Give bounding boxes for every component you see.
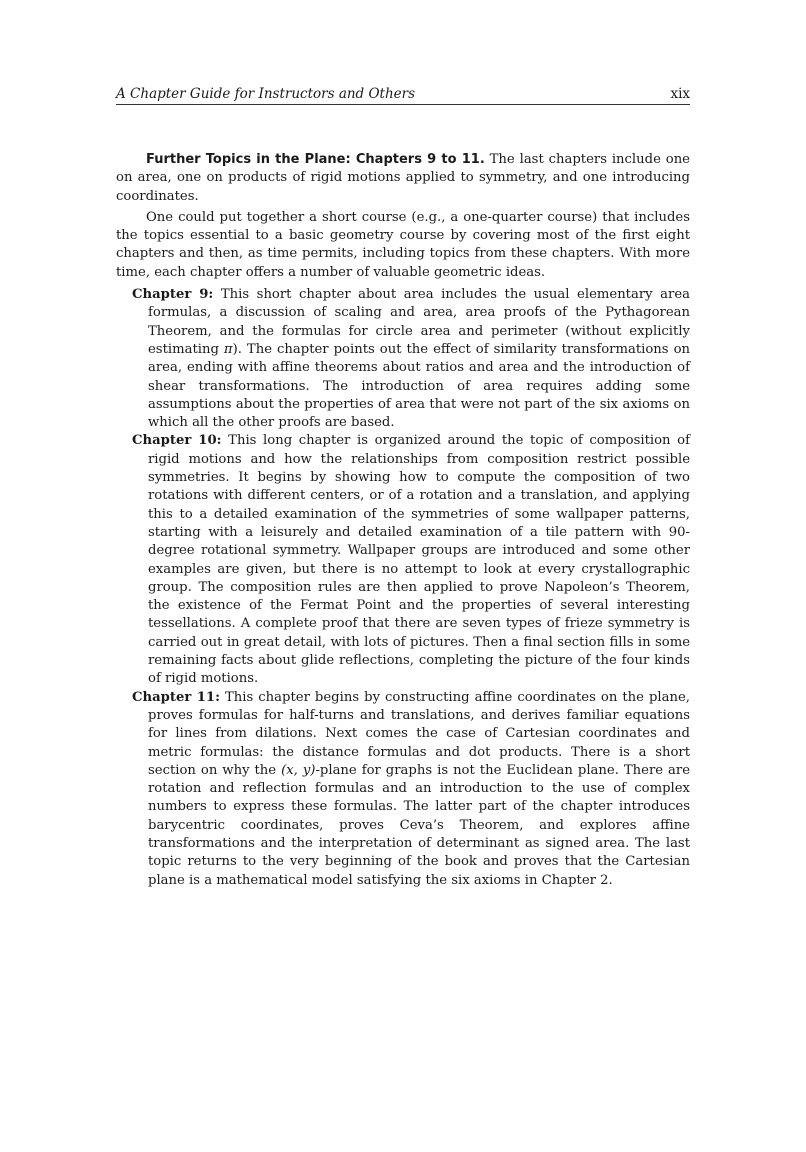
chapter-10-label: Chapter 10: (132, 433, 222, 449)
page (116, 86, 690, 890)
chapter-9-label: Chapter 9: (132, 287, 214, 303)
chapter-list (116, 286, 690, 890)
course-paragraph: One could put together a short course (e.g., a one-quarter course) that includes the topics essential to a basic geometry course by covering most of the first eight chapters and then, as time permits, including topics from these chapters. With more time, each chapter offers a number of valuable geometric ideas. (116, 209, 690, 280)
chapter-9-math-pi: π (223, 341, 233, 357)
page-number: xix (670, 86, 690, 102)
chapter-9-entry (116, 286, 690, 432)
chapter-11-text-end: -plane for graphs is not the Euclidean plane. There are rotation and reflection formulas and an introduction to the use of complex numbers to express these formulas. The latter part of the chapter introduces barycentric coordinates, proves Ceva’s Theorem, and explores affine transformations and the interpretation of determinant as signed area. The last topic returns to the very beginning of the book and proves that the Cartesian plane is a mathematical model satisfying the six axioms in Chapter 2. (148, 762, 691, 888)
chapter-11-math-xy: (x, y) (281, 762, 316, 778)
section-intro-text: The last chapters include one on area, one on products of rigid motions applied to symmetry, and one introducing coordinates. (116, 152, 690, 204)
section-intro-paragraph (116, 151, 690, 206)
chapter-9-text-end: ). The chapter points out the effect of similarity transformations on area, ending with affine theorems about ratios and area and the introduction of shear transformations. The introduction of area requires adding some assumptions about the properties of area that were not part of the six axioms on which all the other proofs are based. (148, 341, 691, 431)
body-text (116, 151, 690, 890)
running-head-title: A Chapter Guide for Instructors and Others (116, 86, 416, 102)
section-heading: Further Topics in the Plane: Chapters 9 to 11. (146, 152, 485, 167)
chapter-11-entry (116, 689, 690, 890)
running-head (116, 86, 690, 105)
chapter-10-entry (116, 432, 690, 688)
chapter-9-text-start: This short chapter about area includes the usual elementary area formulas, a discussion of scaling and area, area proofs of the Pythagorean Theorem, and the formulas for circle area and perimeter (without explicitly estimating (148, 287, 690, 357)
chapter-11-text-start: This chapter begins by constructing affine coordinates on the plane, proves formulas for half-turns and translations, and derives familiar equations for lines from dilations. Next comes the case of Cartesian coordinates and metric formulas: the distance formulas and dot products. There is a short section on why the (148, 689, 690, 778)
chapter-10-text: This long chapter is organized around the topic of composition of rigid motions and how the relationships from composition restrict possible symmetries. It begins by showing how to compute the composition of two rotations with different centers, or of a rotation and a translation, and applying this to a detailed examination of the symmetries of some wallpaper patterns, starting with a leisurely and detailed examination of a tile pattern with 90-degree rotational symmetry. Wallpaper groups are introduced and some other examples are given, but there is no attempt to look at every crystallographic group. The composition rules are then applied to prove Napoleon’s Theorem, the existence of the Fermat Point and the properties of several interesting tessellations. A complete proof that there are seven types of frieze symmetry is carried out in great detail, with lots of pictures. Then a final section fills in some remaining facts about glide reflections, completing the picture of the four kinds of rigid motions. (148, 433, 690, 687)
chapter-11-label: Chapter 11: (132, 689, 220, 705)
